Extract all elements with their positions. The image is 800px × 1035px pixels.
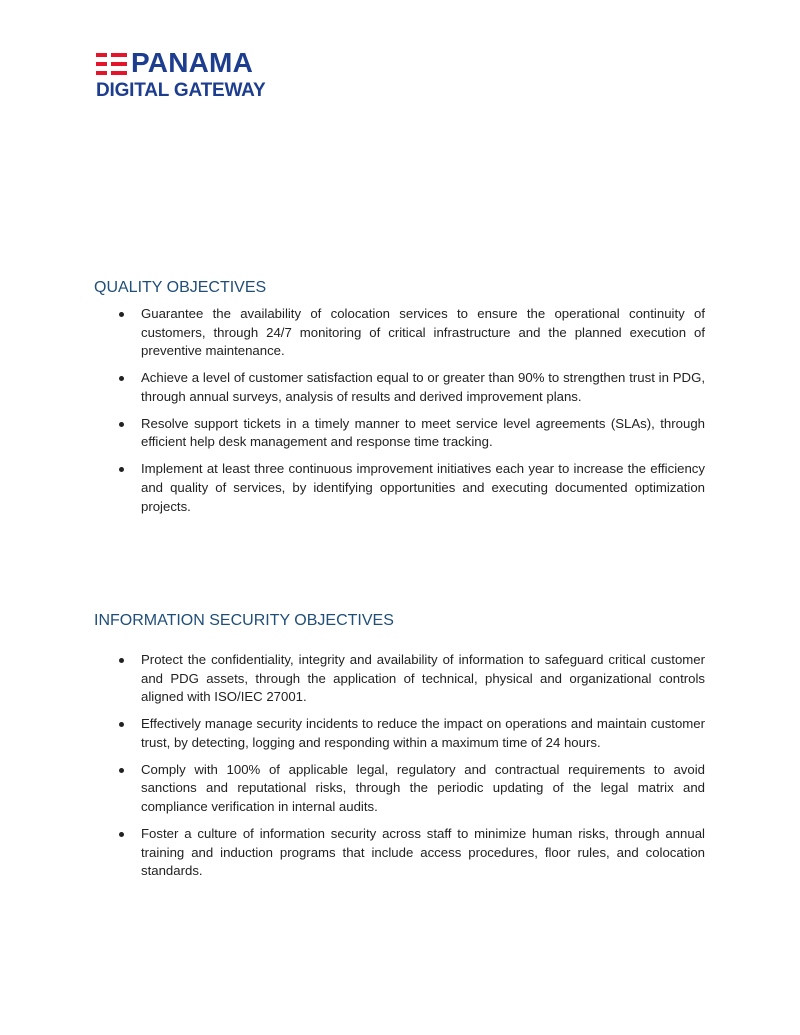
logo-wordmark-line2: DIGITAL GATEWAY [96,80,266,101]
section-title-quality: QUALITY OBJECTIVES [94,279,267,296]
list-item [141,305,705,361]
information-security-objectives-list [0,651,800,889]
list-item-text: Achieve a level of customer satisfaction equal to or greater than 90% to strengthen trust in PDG, through annual surveys, analysis of results and derived improvement plans. [141,370,705,404]
quality-objectives-list [0,305,800,525]
list-item-text: Implement at least three continuous improvement initiatives each year to increase the efficiency and quality of services, by identifying opportunities and executing documented optimization projects. [141,461,705,514]
list-item [141,651,705,707]
bullet-icon [119,467,124,472]
bullet-icon [119,312,124,317]
bullet-icon [119,768,124,773]
list-item [141,460,705,516]
list-item [141,415,705,452]
list-item-text: Foster a culture of information security across staff to minimize human risks, through annual training and induction programs that include access procedures, floor rules, and colocation standards. [141,825,705,879]
list-item [141,825,705,881]
list-item-text: Protect the confidentiality, integrity and availability of information to safeguard critical customer and PDG assets, through the application of technical, physical and organizational controls aligned with ISO/IEC 27001. [141,652,705,705]
logo-mark-icon [96,53,127,75]
list-item [141,715,705,752]
list-item [141,369,705,406]
bullet-icon [119,422,124,427]
bullet-icon [119,722,124,727]
company-logo [96,47,266,102]
list-item-text: Comply with 100% of applicable legal, regulatory and contractual requirements to avoid sanctions and reputational risks, through the periodic updating of the legal matrix and compliance verification in internal audits. [141,761,705,814]
bullet-icon [119,376,124,381]
list-item [141,761,705,817]
list-item-text: Resolve support tickets in a timely manner to meet service level agreements (SLAs), through efficient help desk management and response time tracking. [141,415,705,450]
bullet-icon [119,658,124,663]
bullet-icon [119,832,124,837]
list-item-text: Effectively manage security incidents to reduce the impact on operations and maintain customer trust, by detecting, logging and responding within a maximum time of 24 hours. [141,716,705,750]
logo-wordmark-line1: PANAMA [131,47,254,78]
section-title-information-security: INFORMATION SECURITY OBJECTIVES [94,612,394,629]
list-item-text: Guarantee the availability of colocation services to ensure the operational continuity of customers, through 24/7 monitoring of critical infrastructure and the planned execution of preventive maintenance. [141,306,705,359]
